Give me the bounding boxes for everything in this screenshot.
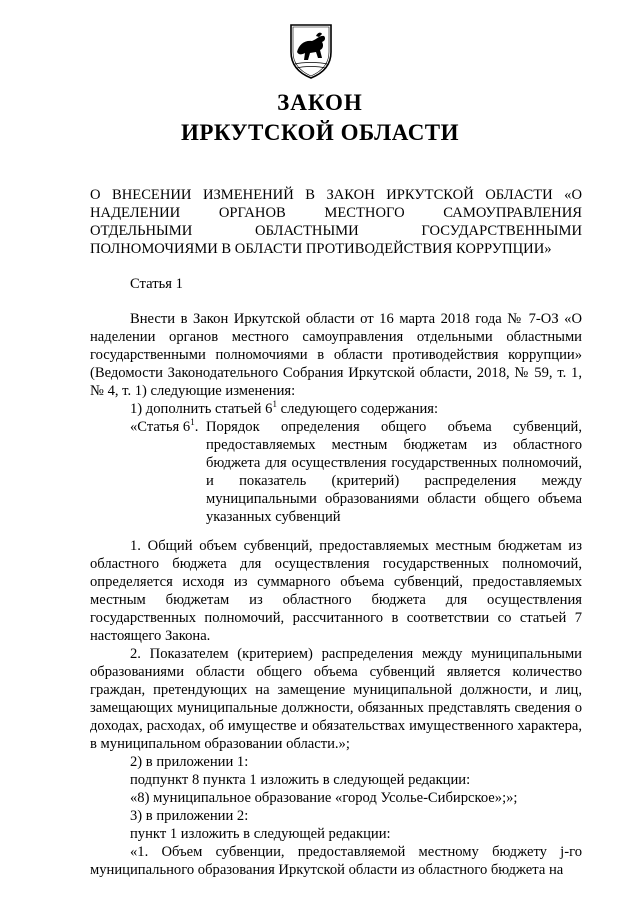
quoted-article-number: «Статья $6^1$. [130, 417, 199, 435]
irkutsk-coat-of-arms-icon [286, 22, 336, 80]
article-body-intro [90, 310, 582, 418]
intro-paragraph: Внести в Закон Иркутской области от 16 марта 2018 года № 7-ОЗ «О наделении органов местного самоуправления отдельными областными государственными полномочиями в области противодействия коррупции» (Ведомости Законодательного Собрания Иркутской области, 2018, № 59, т. 1, № 4, т. 1) следующие изменения: [90, 311, 582, 399]
region-title: ИРКУТСКОЙ ОБЛАСТИ [180, 120, 460, 145]
paragraph: 1. Общий объем субвенций, предоставляемых местным бюджетам из областного бюджета для осуществления государственных полномочий, определяется исходя из суммарного объема субвенций, предоставляемых местным бюджетам из областного бюджета для осуществления государственных полномочий, рассчитанного в соответствии со статьей 7 настоящего Закона. [90, 538, 582, 644]
quoted-article [130, 418, 582, 526]
law-subject: О ВНЕСЕНИИ ИЗМЕНЕНИЙ В ЗАКОН ИРКУТСКОЙ ОБЛАСТИ «О НАДЕЛЕНИИ ОРГАНОВ МЕСТНОГО САМОУПРАВЛЕНИЯ ОТДЕЛЬНЫМИ ОБЛАСТНЫМИ ГОСУДАРСТВЕННЫМИ ПОЛНОМОЧИЯМИ В ОБЛАСТИ ПРОТИВОДЕЙСТВИЯ КОРРУПЦИИ» [90, 187, 582, 257]
paragraph: 3) в приложении 2: [130, 808, 249, 824]
article-body-main [90, 537, 582, 879]
law-title: ЗАКОН [277, 90, 363, 115]
paragraph: «8) муниципальное образование «город Усолье-Сибирское»;»; [130, 790, 518, 806]
paragraph: «1. Объем субвенции, предоставляемой местному бюджету j-го муниципального образования Иркутской области из областного бюджета на [90, 844, 582, 878]
paragraph: 2) в приложении 1: [130, 754, 249, 770]
item-1: 1) дополнить статьей $6^1$ следующего содержания: [130, 399, 439, 417]
article-heading: Статья 1 [130, 276, 183, 292]
paragraph: подпункт 8 пункта 1 изложить в следующей редакции: [130, 772, 471, 788]
paragraph: пункт 1 изложить в следующей редакции: [130, 826, 391, 842]
paragraph: 2. Показателем (критерием) распределения между муниципальными образованиями области общего объема субвенций является количество граждан, претендующих на замещение муниципальной должности, и лиц, замещающих муниципальные должности, обязанных представлять сведения о доходах, расходах, об имуществе и обязательствах имущественного характера, в муниципальном образовании области.»; [90, 646, 582, 752]
quoted-article-title: Порядок определения общего объема субвенций, предоставляемых местным бюджетам из областного бюджета для осуществления государственных полномочий, и показатель (критерий) распределения между муниципальными образованиями области общего объема указанных субвенций [206, 419, 582, 525]
